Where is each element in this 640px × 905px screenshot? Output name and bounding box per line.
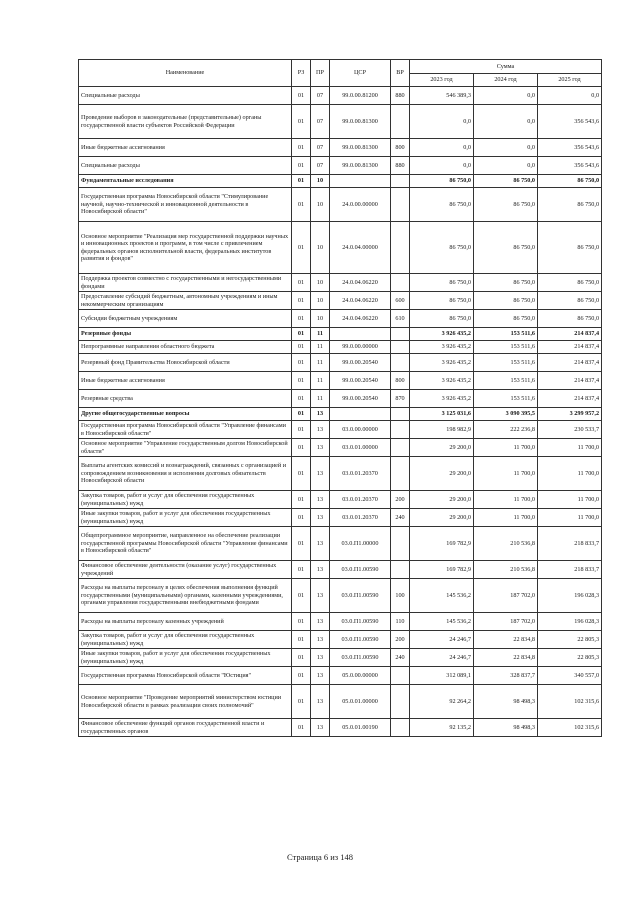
row-name: Расходы на выплаты персоналу в целях обеспечения выполнения функций государственными (муниципальными) органами, казенными учреждениями, органами управления государственными внебюджетными фондами [79, 579, 292, 613]
row-pr: 10 [311, 274, 330, 292]
row-rz: 01 [292, 390, 311, 408]
row-pr: 07 [311, 87, 330, 105]
row-rz: 01 [292, 631, 311, 649]
table-row [79, 328, 602, 341]
row-sum-2024: 22 834,8 [474, 649, 538, 667]
table-body [79, 87, 602, 737]
row-sum-2024: 153 511,6 [474, 328, 538, 341]
row-vr: 800 [391, 372, 410, 390]
row-sum-2024: 0,0 [474, 87, 538, 105]
row-csr: 24.0.04.00000 [330, 222, 391, 274]
row-sum-2024: 86 750,0 [474, 222, 538, 274]
row-sum-2024: 187 702,0 [474, 579, 538, 613]
row-name: Общепрограммное мероприятие, направленное на обеспечение реализации государственной программы Новосибирской области "Управление финансами в Новосибирской области" [79, 527, 292, 561]
row-vr: 610 [391, 310, 410, 328]
header-vr: ВР [391, 60, 410, 87]
row-sum-2023: 0,0 [410, 139, 474, 157]
row-vr [391, 188, 410, 222]
table-row [79, 274, 602, 292]
row-sum-2025: 86 750,0 [538, 274, 602, 292]
row-csr: 24.0.04.06220 [330, 274, 391, 292]
row-sum-2023: 3 926 435,2 [410, 341, 474, 354]
row-vr [391, 222, 410, 274]
table-row [79, 509, 602, 527]
row-sum-2024: 86 750,0 [474, 310, 538, 328]
row-name: Непрограммные направления областного бюджета [79, 341, 292, 354]
page-number: Страница 6 из 148 [286, 852, 354, 862]
row-sum-2025: 86 750,0 [538, 175, 602, 188]
header-rz: РЗ [292, 60, 311, 87]
row-sum-2025: 86 750,0 [538, 292, 602, 310]
row-sum-2024: 153 511,6 [474, 390, 538, 408]
row-name: Поддержка проектов совместно с государственными и негосударственными фондами [79, 274, 292, 292]
table-row [79, 341, 602, 354]
row-csr [330, 328, 391, 341]
table-row [79, 579, 602, 613]
row-vr [391, 408, 410, 421]
row-sum-2024: 3 090 395,5 [474, 408, 538, 421]
row-rz: 01 [292, 421, 311, 439]
row-pr: 10 [311, 310, 330, 328]
row-sum-2023: 86 750,0 [410, 274, 474, 292]
table-row [79, 667, 602, 685]
row-sum-2023: 86 750,0 [410, 175, 474, 188]
row-vr: 870 [391, 390, 410, 408]
table-row [79, 631, 602, 649]
row-sum-2025: 218 833,7 [538, 527, 602, 561]
header-2023: 2023 год [410, 74, 474, 87]
row-rz: 01 [292, 439, 311, 457]
row-pr: 10 [311, 175, 330, 188]
row-sum-2025: 214 837,4 [538, 390, 602, 408]
row-pr: 13 [311, 408, 330, 421]
table-row [79, 157, 602, 175]
row-rz: 01 [292, 509, 311, 527]
row-rz: 01 [292, 372, 311, 390]
row-pr: 13 [311, 667, 330, 685]
row-vr [391, 527, 410, 561]
budget-table [78, 59, 602, 737]
row-sum-2024: 86 750,0 [474, 175, 538, 188]
row-name: Основное мероприятие "Проведение мероприятий министерством юстиции Новосибирской области в рамках реализации своих полномочий" [79, 685, 292, 719]
row-vr [391, 175, 410, 188]
row-pr: 07 [311, 139, 330, 157]
row-vr: 110 [391, 613, 410, 631]
table-row [79, 613, 602, 631]
table-row [79, 421, 602, 439]
row-name: Фундаментальные исследования [79, 175, 292, 188]
row-name: Финансовое обеспечение функций органов государственной власти и государственных органов [79, 719, 292, 737]
row-vr: 880 [391, 157, 410, 175]
row-sum-2023: 0,0 [410, 157, 474, 175]
row-sum-2024: 210 536,8 [474, 527, 538, 561]
row-sum-2023: 3 926 435,2 [410, 372, 474, 390]
row-vr: 240 [391, 649, 410, 667]
row-sum-2025: 356 543,6 [538, 105, 602, 139]
row-pr: 13 [311, 527, 330, 561]
row-csr: 99.0.00.00000 [330, 341, 391, 354]
row-name: Государственная программа Новосибирской области "Стимулирование научной, научно-технической и инновационной деятельности в Новосибирской области" [79, 188, 292, 222]
row-pr: 13 [311, 509, 330, 527]
row-csr [330, 175, 391, 188]
row-csr: 03.0.01.20370 [330, 491, 391, 509]
row-pr: 11 [311, 390, 330, 408]
row-sum-2025: 0,0 [538, 87, 602, 105]
row-sum-2025: 218 833,7 [538, 561, 602, 579]
row-sum-2025: 196 028,3 [538, 613, 602, 631]
row-sum-2023: 3 926 435,2 [410, 390, 474, 408]
row-sum-2023: 546 389,3 [410, 87, 474, 105]
row-vr [391, 274, 410, 292]
row-csr: 03.0.П1.00590 [330, 649, 391, 667]
row-vr: 200 [391, 491, 410, 509]
row-sum-2025: 11 700,0 [538, 491, 602, 509]
row-pr: 13 [311, 439, 330, 457]
row-name: Другие общегосударственные вопросы [79, 408, 292, 421]
row-rz: 01 [292, 457, 311, 491]
row-pr: 10 [311, 222, 330, 274]
row-csr: 24.0.04.06220 [330, 310, 391, 328]
row-sum-2025: 214 837,4 [538, 372, 602, 390]
row-sum-2024: 98 498,3 [474, 719, 538, 737]
row-pr: 13 [311, 421, 330, 439]
row-csr: 05.0.01.00190 [330, 719, 391, 737]
row-rz: 01 [292, 579, 311, 613]
row-sum-2024: 153 511,6 [474, 354, 538, 372]
row-csr: 99.0.00.81200 [330, 87, 391, 105]
row-pr: 13 [311, 491, 330, 509]
row-sum-2025: 22 805,3 [538, 631, 602, 649]
row-sum-2024: 11 700,0 [474, 457, 538, 491]
table-row [79, 457, 602, 491]
row-sum-2025: 356 543,6 [538, 157, 602, 175]
table-row [79, 175, 602, 188]
row-vr [391, 354, 410, 372]
row-vr: 100 [391, 579, 410, 613]
row-vr [391, 328, 410, 341]
row-rz: 01 [292, 341, 311, 354]
row-csr: 05.0.01.00000 [330, 685, 391, 719]
table-row [79, 354, 602, 372]
row-vr [391, 341, 410, 354]
row-csr: 99.0.00.20540 [330, 372, 391, 390]
row-rz: 01 [292, 491, 311, 509]
row-sum-2024: 11 700,0 [474, 439, 538, 457]
row-vr: 880 [391, 87, 410, 105]
row-pr: 13 [311, 685, 330, 719]
row-rz: 01 [292, 685, 311, 719]
header-csr: ЦСР [330, 60, 391, 87]
row-name: Резервные средства [79, 390, 292, 408]
row-pr: 07 [311, 157, 330, 175]
row-name: Выплаты агентских комиссий и вознаграждений, связанных с организацией и сопровождением возникновения и исполнения долговых обязательств Новосибирской области [79, 457, 292, 491]
row-sum-2024: 11 700,0 [474, 509, 538, 527]
header-sum: Сумма [410, 60, 602, 74]
row-rz: 01 [292, 105, 311, 139]
row-sum-2025: 102 315,6 [538, 685, 602, 719]
row-name: Предоставление субсидий бюджетным, автономным учреждениям и иным некоммерческим организациям [79, 292, 292, 310]
table-header-row [79, 60, 602, 74]
table-row [79, 390, 602, 408]
row-name: Закупка товаров, работ и услуг для обеспечения государственных (муниципальных) нужд [79, 491, 292, 509]
row-vr: 200 [391, 631, 410, 649]
table-row [79, 105, 602, 139]
row-rz: 01 [292, 408, 311, 421]
row-sum-2024: 210 536,8 [474, 561, 538, 579]
table-row [79, 719, 602, 737]
table-row [79, 527, 602, 561]
row-rz: 01 [292, 719, 311, 737]
row-csr: 03.0.П1.00000 [330, 527, 391, 561]
row-sum-2023: 3 926 435,2 [410, 328, 474, 341]
row-sum-2025: 102 315,6 [538, 719, 602, 737]
row-rz: 01 [292, 139, 311, 157]
row-csr: 03.0.П1.00590 [330, 579, 391, 613]
row-csr: 03.0.П1.00590 [330, 631, 391, 649]
row-sum-2024: 22 834,8 [474, 631, 538, 649]
row-csr: 03.0.П1.00590 [330, 561, 391, 579]
row-vr [391, 667, 410, 685]
row-csr: 24.0.04.06220 [330, 292, 391, 310]
row-csr: 03.0.01.20370 [330, 509, 391, 527]
row-pr: 11 [311, 354, 330, 372]
row-rz: 01 [292, 649, 311, 667]
row-rz: 01 [292, 274, 311, 292]
table-row [79, 491, 602, 509]
row-pr: 13 [311, 561, 330, 579]
row-rz: 01 [292, 328, 311, 341]
row-name: Специальные расходы [79, 157, 292, 175]
row-sum-2024: 0,0 [474, 139, 538, 157]
row-name: Резервный фонд Правительства Новосибирской области [79, 354, 292, 372]
row-pr: 13 [311, 613, 330, 631]
row-sum-2025: 11 700,0 [538, 509, 602, 527]
table-row [79, 310, 602, 328]
row-csr [330, 408, 391, 421]
row-sum-2023: 86 750,0 [410, 292, 474, 310]
row-sum-2025: 196 028,3 [538, 579, 602, 613]
row-sum-2024: 86 750,0 [474, 274, 538, 292]
row-vr [391, 421, 410, 439]
row-sum-2024: 153 511,6 [474, 372, 538, 390]
row-name: Иные закупки товаров, работ и услуг для обеспечения государственных (муниципальных) нужд [79, 509, 292, 527]
row-sum-2024: 86 750,0 [474, 292, 538, 310]
row-sum-2023: 145 536,2 [410, 613, 474, 631]
row-rz: 01 [292, 222, 311, 274]
row-csr: 03.0.01.00000 [330, 439, 391, 457]
row-rz: 01 [292, 354, 311, 372]
row-sum-2023: 86 750,0 [410, 188, 474, 222]
header-name: Наименование [79, 60, 292, 87]
row-csr: 99.0.00.20540 [330, 354, 391, 372]
table-row [79, 292, 602, 310]
row-sum-2023: 169 782,9 [410, 561, 474, 579]
row-sum-2023: 29 200,0 [410, 457, 474, 491]
row-csr: 05.0.00.00000 [330, 667, 391, 685]
row-name: Расходы на выплаты персоналу казенных учреждений [79, 613, 292, 631]
row-rz: 01 [292, 157, 311, 175]
table-row [79, 188, 602, 222]
row-sum-2023: 0,0 [410, 105, 474, 139]
table-row [79, 649, 602, 667]
row-sum-2023: 145 536,2 [410, 579, 474, 613]
table-row [79, 561, 602, 579]
row-sum-2024: 11 700,0 [474, 491, 538, 509]
row-vr [391, 561, 410, 579]
row-sum-2024: 98 498,3 [474, 685, 538, 719]
row-name: Основное мероприятие "Реализация мер государственной поддержки научных и инновационных проектов и программ, в том числе с привлечением федеральных органов исполнительной власти, федеральных институтов развития и фондов" [79, 222, 292, 274]
row-rz: 01 [292, 613, 311, 631]
row-sum-2024: 0,0 [474, 157, 538, 175]
row-sum-2023: 29 200,0 [410, 439, 474, 457]
row-pr: 13 [311, 457, 330, 491]
row-pr: 11 [311, 372, 330, 390]
row-rz: 01 [292, 175, 311, 188]
row-sum-2025: 214 837,4 [538, 341, 602, 354]
row-sum-2024: 187 702,0 [474, 613, 538, 631]
row-vr [391, 719, 410, 737]
row-sum-2024: 0,0 [474, 105, 538, 139]
row-sum-2025: 86 750,0 [538, 310, 602, 328]
row-sum-2024: 328 837,7 [474, 667, 538, 685]
row-pr: 10 [311, 188, 330, 222]
row-sum-2025: 86 750,0 [538, 222, 602, 274]
row-vr [391, 439, 410, 457]
table-row [79, 408, 602, 421]
table-row [79, 222, 602, 274]
row-csr: 03.0.00.00000 [330, 421, 391, 439]
row-vr [391, 457, 410, 491]
row-pr: 11 [311, 328, 330, 341]
row-sum-2024: 86 750,0 [474, 188, 538, 222]
row-sum-2025: 11 700,0 [538, 439, 602, 457]
row-sum-2023: 86 750,0 [410, 310, 474, 328]
row-name: Специальные расходы [79, 87, 292, 105]
row-sum-2025: 340 557,0 [538, 667, 602, 685]
row-vr [391, 105, 410, 139]
row-rz: 01 [292, 310, 311, 328]
row-name: Основное мероприятие "Управление государственным долгом Новосибирской области" [79, 439, 292, 457]
row-sum-2025: 86 750,0 [538, 188, 602, 222]
header-2025: 2025 год [538, 74, 602, 87]
row-sum-2023: 92 264,2 [410, 685, 474, 719]
row-sum-2023: 312 089,1 [410, 667, 474, 685]
header-pr: ПР [311, 60, 330, 87]
row-csr: 99.0.00.20540 [330, 390, 391, 408]
row-pr: 07 [311, 105, 330, 139]
row-name: Иные бюджетные ассигнования [79, 139, 292, 157]
row-sum-2025: 214 837,4 [538, 328, 602, 341]
row-pr: 13 [311, 631, 330, 649]
row-rz: 01 [292, 292, 311, 310]
row-sum-2023: 169 782,9 [410, 527, 474, 561]
row-sum-2023: 29 200,0 [410, 491, 474, 509]
row-sum-2023: 24 246,7 [410, 649, 474, 667]
row-csr: 24.0.00.00000 [330, 188, 391, 222]
row-rz: 01 [292, 188, 311, 222]
row-name: Государственная программа Новосибирской области "Юстиция" [79, 667, 292, 685]
row-name: Иные бюджетные ассигнования [79, 372, 292, 390]
header-2024: 2024 год [474, 74, 538, 87]
row-csr: 99.0.00.81300 [330, 105, 391, 139]
row-csr: 99.0.00.81300 [330, 157, 391, 175]
row-sum-2023: 86 750,0 [410, 222, 474, 274]
table-row [79, 139, 602, 157]
row-sum-2023: 29 200,0 [410, 509, 474, 527]
row-name: Иные закупки товаров, работ и услуг для обеспечения государственных (муниципальных) нужд [79, 649, 292, 667]
row-vr: 600 [391, 292, 410, 310]
row-sum-2023: 3 125 031,6 [410, 408, 474, 421]
row-name: Государственная программа Новосибирской области "Управление финансами в Новосибирской области" [79, 421, 292, 439]
row-rz: 01 [292, 87, 311, 105]
row-sum-2023: 92 135,2 [410, 719, 474, 737]
table-row [79, 372, 602, 390]
row-sum-2025: 230 533,7 [538, 421, 602, 439]
row-rz: 01 [292, 561, 311, 579]
row-csr: 99.0.00.81300 [330, 139, 391, 157]
row-pr: 13 [311, 719, 330, 737]
row-vr: 240 [391, 509, 410, 527]
row-csr: 03.0.01.20370 [330, 457, 391, 491]
row-pr: 13 [311, 649, 330, 667]
row-csr: 03.0.П1.00590 [330, 613, 391, 631]
row-rz: 01 [292, 667, 311, 685]
row-sum-2025: 214 837,4 [538, 354, 602, 372]
row-sum-2023: 3 926 435,2 [410, 354, 474, 372]
row-pr: 13 [311, 579, 330, 613]
row-sum-2025: 22 805,3 [538, 649, 602, 667]
row-sum-2023: 24 246,7 [410, 631, 474, 649]
table-row [79, 685, 602, 719]
row-sum-2024: 222 236,8 [474, 421, 538, 439]
row-name: Финансовое обеспечение деятельности (оказание услуг) государственных учреждений [79, 561, 292, 579]
row-name: Закупка товаров, работ и услуг для обеспечения государственных (муниципальных) нужд [79, 631, 292, 649]
row-pr: 11 [311, 341, 330, 354]
row-vr [391, 685, 410, 719]
row-vr: 800 [391, 139, 410, 157]
row-name: Резервные фонды [79, 328, 292, 341]
row-sum-2025: 356 543,6 [538, 139, 602, 157]
row-pr: 10 [311, 292, 330, 310]
row-rz: 01 [292, 527, 311, 561]
row-sum-2025: 11 700,0 [538, 457, 602, 491]
row-sum-2023: 198 982,9 [410, 421, 474, 439]
table-row [79, 87, 602, 105]
row-sum-2025: 3 299 957,2 [538, 408, 602, 421]
row-name: Проведение выборов в законодательные (представительные) органы государственной власти субъектов Российской Федерации [79, 105, 292, 139]
table-row [79, 439, 602, 457]
row-name: Субсидии бюджетным учреждениям [79, 310, 292, 328]
row-sum-2024: 153 511,6 [474, 341, 538, 354]
